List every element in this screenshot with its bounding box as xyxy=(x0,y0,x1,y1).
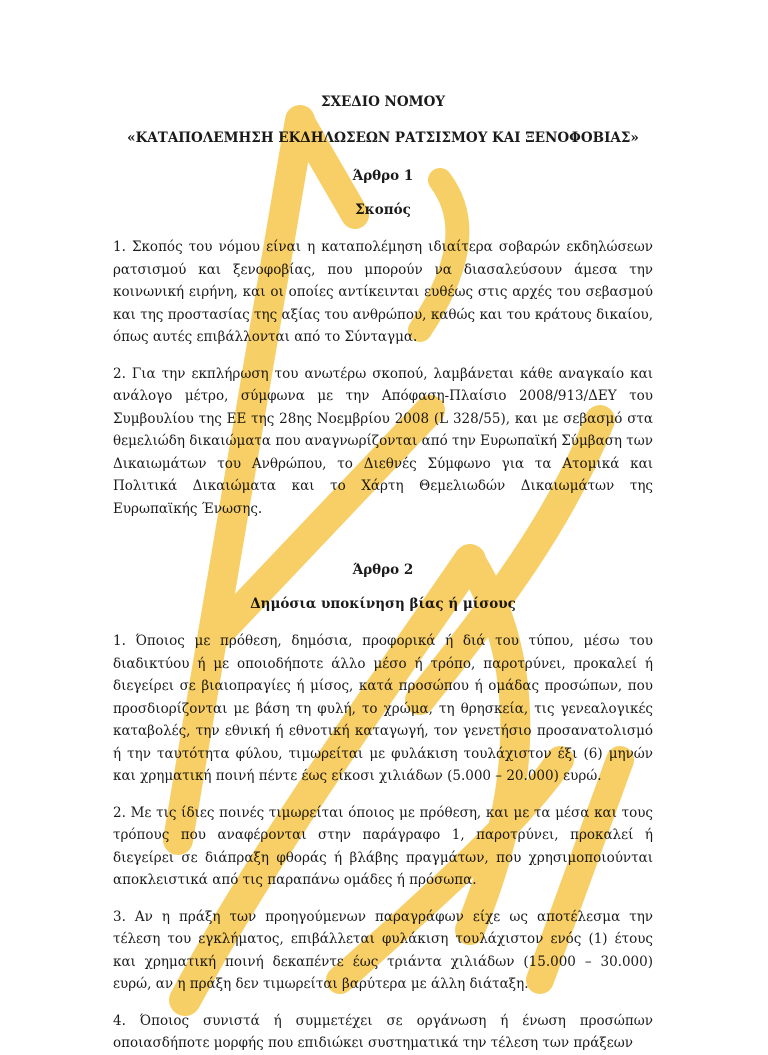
article-2-title: Δημόσια υποκίνηση βίας ή μίσους xyxy=(250,596,516,612)
document-body xyxy=(113,88,653,1055)
article-2-paragraph-1: 1. Όποιος με πρόθεση, δημόσια, προφορικά ή διά του τύπου, μέσω του διαδικτύου ή με οποιοδήποτε άλλο μέσο ή τρόπο, παροτρύνει, προκαλεί ή διεγείρει σε βιαιοπραγίες ή μίσος, κατά προσώπου ή ομάδας προσώπων, που προσδιορίζονται με βάση τη φυλή, το χρώμα, τη θρησκεία, τις γενεαλογικές καταβολές, την εθνική ή εθνοτική καταγωγή, τον γενετήσιο προσανατολισμό ή την ταυτότητα φύλου, τιμωρείται με φυλάκιση τουλάχιστον έξι (6) μηνών και χρηματική ποινή πέντε έως είκοσι χιλιάδων (5.000 – 20.000) ευρώ. xyxy=(113,633,653,784)
document-title: ΣΧΕΔΙΟ ΝΟΜΟΥ xyxy=(321,94,445,110)
article-2-paragraph-3: 3. Αν η πράξη των προηγούμενων παραγράφων είχε ως αποτέλεσμα την τέλεση του εγκλήματος, επιβάλλεται φυλάκιση τουλάχιστον ενός (1) έτους και χρηματική ποινή δεκαπέντε έως τριάντα χιλιάδων (15.000 – 30.000) ευρώ, αν η πράξη δεν τιμωρείται βαρύτερα με άλλη διάταξη. xyxy=(113,908,653,992)
article-1-paragraph-2: 2. Για την εκπλήρωση του ανωτέρω σκοπού, λαμβάνεται κάθε αναγκαίο και ανάλογο μέτρο, σύμφωνα με την Απόφαση-Πλαίσιο 2008/913/ΔΕΥ του Συμβουλίου της ΕΕ της 28ης Νοεμβρίου 2008 (L 328/55), και με σεβασμό στα θεμελιώδη δικαιώματα που αναγνωρίζονται από την Ευρωπαϊκή Σύμβαση των Δικαιωμάτων του Ανθρώπου, το Διεθνές Σύμφωνο για τα Ατομικά και Πολιτικά Δικαιώματα και το Χάρτη Θεμελιωδών Δικαιωμάτων της Ευρωπαϊκής Ένωσης. xyxy=(113,365,653,517)
article-1-paragraph-1: 1. Σκοπός του νόμου είναι η καταπολέμηση ιδιαίτερα σοβαρών εκδηλώσεων ρατσισμού και ξενοφοβίας, που μπορούν να διασαλεύσουν άμεσα την κοινωνική ειρήνη, και οι οποίες αντίκεινται ευθέως στις αρχές του σεβασμού και της προστασίας της αξίας του ανθρώπου, καθώς και του κράτους δικαίου, όπως αυτές επιβάλλονται από το Σύνταγμα. xyxy=(113,239,653,345)
document-subtitle: «ΚΑΤΑΠΟΛΕΜΗΣΗ ΕΚΔΗΛΩΣΕΩΝ ΡΑΤΣΙΣΜΟΥ ΚΑΙ ΞΕΝΟΦΟΒΙΑΣ» xyxy=(127,130,639,146)
article-1-heading: Άρθρο 1 xyxy=(352,168,414,184)
article-1-title: Σκοπός xyxy=(355,202,411,218)
article-2-heading: Άρθρο 2 xyxy=(352,562,414,578)
article-2-paragraph-2: 2. Με τις ίδιες ποινές τιμωρείται όποιος με πρόθεση, και με τα μέσα και τους τρόπους που αναφέρονται στην παράγραφο 1, παροτρύνει, προκαλεί ή διεγείρει σε διάπραξη φθοράς ή βλάβης πραγμάτων, που χρησιμοποιούνται αποκλειστικά από τις παραπάνω ομάδες ή πρόσωπα. xyxy=(113,804,653,888)
article-2-paragraph-4: 4. Όποιος συνιστά ή συμμετέχει σε οργάνωση ή ένωση προσώπων οποιασδήποτε μορφής που επιδιώκει συστηματικά την τέλεση των πράξεων xyxy=(113,1012,653,1051)
